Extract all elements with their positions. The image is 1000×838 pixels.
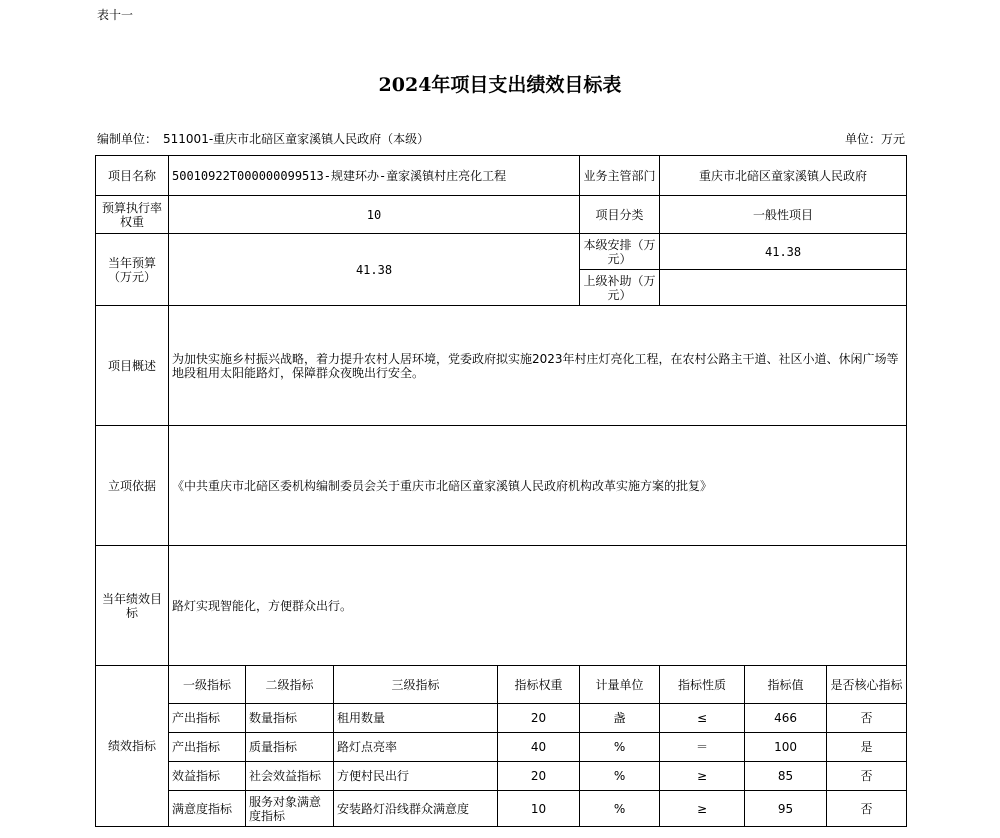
core-cell: 是 <box>827 733 907 762</box>
header-unit: 计量单位 <box>580 666 660 704</box>
level2-cell: 服务对象满意度指标 <box>246 791 334 827</box>
core-cell: 否 <box>827 762 907 791</box>
unit-cell: % <box>580 762 660 791</box>
project-name-value: 50010922T000000099513-规建环办-童家溪镇村庄亮化工程 <box>169 156 580 196</box>
indicator-row <box>96 704 907 733</box>
core-cell: 否 <box>827 791 907 827</box>
basis-value: 《中共重庆市北碚区委机构编制委员会关于重庆市北碚区童家溪镇人民政府机构改革实施方案的批复》 <box>169 426 907 546</box>
category-value: 一般性项目 <box>660 196 907 234</box>
category-label: 项目分类 <box>580 196 660 234</box>
unit-cell: % <box>580 791 660 827</box>
weight-cell: 20 <box>498 704 580 733</box>
performance-target-table <box>95 155 907 827</box>
header-level1: 一级指标 <box>169 666 246 704</box>
nature-cell: ＝ <box>660 733 745 762</box>
basis-row <box>96 426 907 546</box>
value-cell: 85 <box>745 762 827 791</box>
weight-cell: 20 <box>498 762 580 791</box>
header-level3: 三级指标 <box>334 666 498 704</box>
header-nature: 指标性质 <box>660 666 745 704</box>
weight-row <box>96 196 907 234</box>
unit-cell: 盏 <box>580 704 660 733</box>
budget-row <box>96 234 907 270</box>
goal-row <box>96 546 907 666</box>
nature-cell: ≤ <box>660 704 745 733</box>
indicator-row <box>96 791 907 827</box>
header-level2: 二级指标 <box>246 666 334 704</box>
indicator-row <box>96 733 907 762</box>
level2-cell: 社会效益指标 <box>246 762 334 791</box>
compiler-unit-value: 511001-重庆市北碚区童家溪镇人民政府（本级） <box>163 132 430 146</box>
subsidy-value <box>660 270 907 306</box>
local-funding-label: 本级安排（万元） <box>580 234 660 270</box>
table-number-label: 表十一 <box>97 8 134 22</box>
weight-value: 10 <box>169 196 580 234</box>
overview-row <box>96 306 907 426</box>
level3-cell: 路灯点亮率 <box>334 733 498 762</box>
document-title: 2024年项目支出绩效目标表 <box>378 74 622 96</box>
compiler-unit-label: 编制单位： <box>97 132 158 146</box>
nature-cell: ≥ <box>660 762 745 791</box>
indicator-row <box>96 762 907 791</box>
header-core: 是否核心指标 <box>827 666 907 704</box>
local-funding-value: 41.38 <box>660 234 907 270</box>
overview-value: 为加快实施乡村振兴战略，着力提升农村人居环境，党委政府拟实施2023年村庄灯亮化工程，在农村公路主干道、社区小道、休闲广场等地段租用太阳能路灯，保障群众夜晚出行安全。 <box>169 306 907 426</box>
level3-cell: 安装路灯沿线群众满意度 <box>334 791 498 827</box>
project-name-row <box>96 156 907 196</box>
value-cell: 95 <box>745 791 827 827</box>
header-value: 指标值 <box>745 666 827 704</box>
level2-cell: 质量指标 <box>246 733 334 762</box>
indicator-header-row <box>96 666 907 704</box>
indicators-label: 绩效指标 <box>96 666 169 827</box>
goal-value: 路灯实现智能化，方便群众出行。 <box>169 546 907 666</box>
subsidy-label: 上级补助（万元） <box>580 270 660 306</box>
level2-cell: 数量指标 <box>246 704 334 733</box>
currency-unit: 单位：万元 <box>844 132 905 146</box>
nature-cell: ≥ <box>660 791 745 827</box>
core-cell: 否 <box>827 704 907 733</box>
overview-label: 项目概述 <box>96 306 169 426</box>
dept-value: 重庆市北碚区童家溪镇人民政府 <box>660 156 907 196</box>
value-cell: 466 <box>745 704 827 733</box>
dept-label: 业务主管部门 <box>580 156 660 196</box>
level1-cell: 产出指标 <box>169 704 246 733</box>
project-name-label: 项目名称 <box>96 156 169 196</box>
unit-cell: % <box>580 733 660 762</box>
level3-cell: 租用数量 <box>334 704 498 733</box>
level3-cell: 方便村民出行 <box>334 762 498 791</box>
level1-cell: 满意度指标 <box>169 791 246 827</box>
budget-value: 41.38 <box>169 234 580 306</box>
weight-cell: 10 <box>498 791 580 827</box>
value-cell: 100 <box>745 733 827 762</box>
level1-cell: 产出指标 <box>169 733 246 762</box>
weight-label: 预算执行率权重 <box>96 196 169 234</box>
basis-label: 立项依据 <box>96 426 169 546</box>
goal-label: 当年绩效目标 <box>96 546 169 666</box>
header-weight: 指标权重 <box>498 666 580 704</box>
level1-cell: 效益指标 <box>169 762 246 791</box>
weight-cell: 40 <box>498 733 580 762</box>
budget-label: 当年预算（万元） <box>96 234 169 306</box>
compiler-unit <box>97 130 429 147</box>
